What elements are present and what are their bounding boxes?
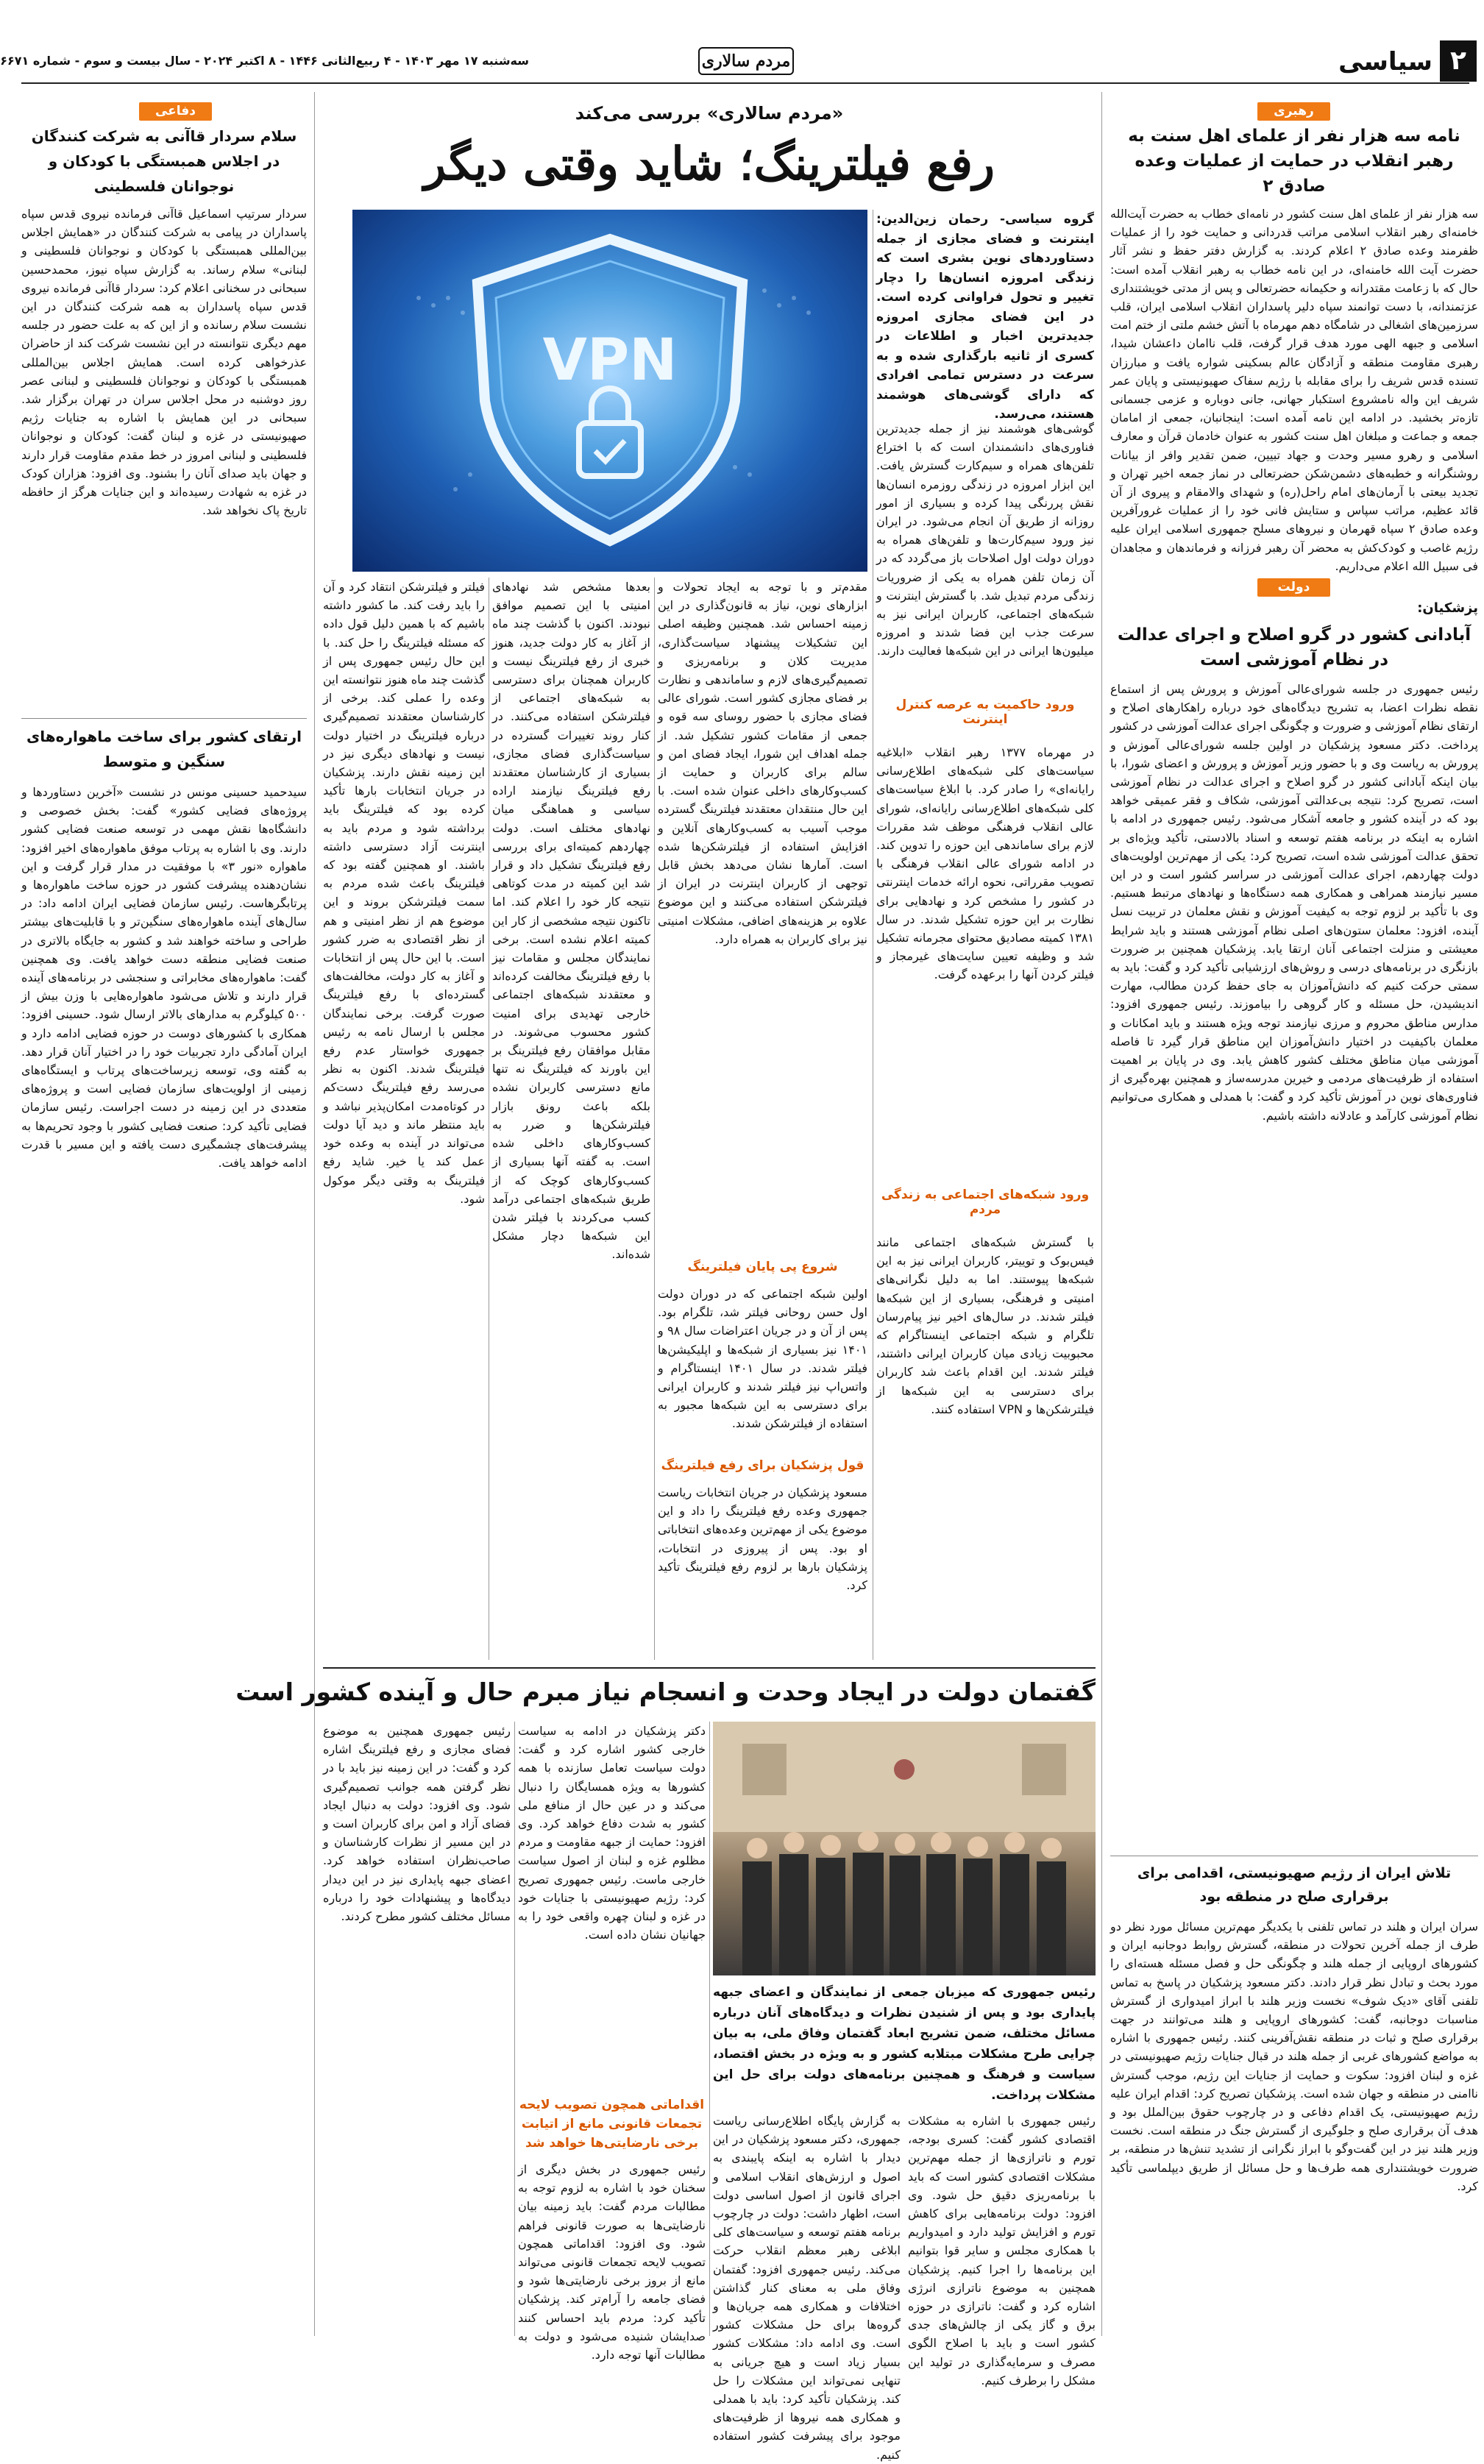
article-body: در مهرماه ۱۳۷۷ رهبر انقلاب «ابلاغیه سیاست‌های کلی شبکه‌های اطلاع‌رسانی رایانه‌ای» را صادر کرد. با ابلاغ سیاست‌های کلی شبکه‌های اطلاع‌رسانی رایانه‌ای، شورای عالی انقلاب فرهنگی موظف شد مقررات لازم برای ساماندهی این حوزه را تدوین کند. در ادامه شورای عالی انقلاب فرهنگی با تصویب مقرراتی، نحوه ارائه خدمات اینترنتی در کشور را مشخص کرد و نهادهایی برای نظارت بر این حوزه تشکیل شدند. در سال ۱۳۸۱ کمیته مصادیق محتوای مجرمانه تشکیل شد و وظیفه تعیین سایت‌های غیرمجاز و فیلتر کردن آنها را برعهده گرفت. [876,745,1095,982]
article-body: رئیس جمهوری با اشاره به مشکلات اقتصادی کشور گفت: کسری بودجه، تورم و ناترازی‌ها از جمله مهم‌ترین مشکلات اقتصادی کشور است که باید با برنامه‌ریزی دقیق حل شود. وی افزود: دولت برنامه‌هایی برای کاهش تورم و افزایش تولید دارد و امیدواریم با همکاری مجلس و سایر قوا بتوانیم این برنامه‌ها را اجرا کنیم. پزشکیان همچنین به موضوع ناترازی انرژی اشاره کرد و گفت: ناترازی در حوزه برق و گاز یکی از چالش‌های جدی کشور است و باید با اصلاح الگوی مصرف و سرمایه‌گذاری در تولید این مشکل را برطرف کنیم. [908,2114,1096,2387]
vpn-label: VPN [542,327,678,394]
category-tag: رهبری [1257,102,1330,121]
headline: ارتقای کشور برای ساخت ماهواره‌های سنگین و متوسط [26,728,302,770]
news-photo [713,1722,1096,1975]
lead-headline: رفع فیلترینگ؛ شاید وقتی دیگر [424,137,995,191]
article-body: دکتر پزشکیان در ادامه به سیاست خارجی کشور اشاره کرد و گفت: دولت سیاست تعامل سازنده با همه کشورها به ویژه همسایگان را دنبال می‌کند و در عین حال از منافع ملی کشور به شدت دفاع خواهد کرد. وی افزود: حمایت از جبهه مقاومت و مردم مظلوم غزه و لبنان از اصول سیاست خارجی ماست. رئیس جمهوری تصریح کرد: رژیم صهیونیستی با جنایات خود در غزه و لبنان چهره واقعی خود را به جهانیان نشان داده است. [518,1724,706,1942]
article-body: مقدم‌تر و با توجه به ایجاد تحولات و ابزارهای نوین، نیاز به قانون‌گذاری در این زمینه احساس شد. همچنین وظیفه اصلی این تشکیلات پیشنهاد سیاست‌گذاری، مدیریت کلان و برنامه‌ریزی و تصمیم‌گیری‌های لازم و ساماندهی و نظارت بر فضای مجازی کشور است. شورای عالی فضای مجازی با حضور روسای سه قوه و جمعی از مقامات کشور تشکیل شد. از جمله اهداف این شورا، ایجاد فضای امن و سالم برای کاربران و حمایت از کسب‌وکارهای داخلی عنوان شده است. با این حال منتقدان معتقدند فیلترینگ گسترده موجب آسیب به کسب‌وکارهای آنلاین و افزایش استفاده از فیلترشکن‌ها شده است. آمارها نشان می‌دهد بخش قابل توجهی از کاربران اینترنت در ایران از فیلترشکن استفاده می‌کنند و این موضوع علاوه بر هزینه‌های اضافی، مشکلات امنیتی نیز برای کاربران به همراه دارد. [658,580,867,946]
article-body: سران ایران و هلند در تماس تلفنی با یکدیگر مهم‌ترین مسائل مورد نظر دو طرف از جمله آخرین تحولات در منطقه، گسترش روابط دوجانبه ایران و کشورهای اروپایی از جمله هلند و چگونگی حل و فصل مسئله هسته‌ای را مورد بحث و تبادل نظر قرار دادند. دکتر مسعود پزشکیان در پاسخ به تماس تلفنی آقای «دیک شوف» نخست وزیر هلند با ابراز امیدواری از گسترش مناسبات دوجانبه، گفت: کشورهای اروپایی و هلند می‌توانند در جهت برقراری صلح و ثبات در منطقه نقش‌آفرینی کنند. رئیس جمهوری با اشاره به مواضع کشورهای غربی از جمله هلند در قبال جنایات رژیم صهیونیستی در غزه و لبنان افزود: سکوت و حمایت از جنایات این رژیم، موجب گسترش ناامنی در منطقه و جهان شده است. پزشکیان تصریح کرد: اقدام ایران علیه رژیم صهیونیستی، یک اقدام دفاعی و در چارچوب حقوق بین‌الملل بود و هدف آن برقراری صلح و جلوگیری از گسترش جنگ در منطقه است. نخست وزیر هلند نیز در این گفت‌وگو با ابراز نگرانی از تشدید تنش‌ها در منطقه، بر ضرورت خویشتنداری همه طرف‌ها و حل مسائل از طریق دیپلماسی تأکید کرد. [1110,1920,1478,2193]
article-body: رئیس جمهوری همچنین به موضوع فضای مجازی و رفع فیلترینگ اشاره کرد و گفت: در این زمینه نیز باید با در نظر گرفتن همه جوانب تصمیم‌گیری شود. وی افزود: دولت به دنبال ایجاد فضای آزاد و امن برای کاربران است و در این مسیر از نظرات کارشناسان و صاحب‌نظران استفاده خواهد کرد. اعضای جبهه پایداری نیز در این دیدار دیدگاه‌ها و پیشنهادات خود را درباره مسائل مختلف کشور مطرح کردند. [323,1724,511,1924]
article-body: مسعود پزشکیان در جریان انتخابات ریاست جمهوری وعده رفع فیلترینگ را داد و این موضوع یکی از مهم‌ترین وعده‌های انتخاباتی او بود. پس از پیروزی در انتخابات، پزشکیان بارها بر لزوم رفع فیلترینگ تأکید کرد. [658,1485,867,1593]
section-title: سیاسی [1338,47,1432,77]
page-number: ۲ [1440,40,1477,82]
article-body: سردار سرتیپ اسماعیل قاآنی فرمانده نیروی قدس سپاه پاسداران در پیامی به شرکت کنندگان در «همایش اجلاس بین‌المللی همبستگی با کودکان و نوجوانان فلسطینی و لبنانی» سلام رساند. به گزارش سپاه نیوز، محمدحسین سبحانی در سخنانی اعلام کرد: سردار قاآنی فرمانده نیروی قدس سپاه پاسداران به همه شرکت کنندگان در این نشست سلام رسانده و از این که به علت حضور در جلسه مهم دیگری نتوانسته در این نشست شرکت کند از حاضران عذرخواهی کرده است. همایش اجلاس بین‌المللی همبستگی با کودکان و نوجوانان فلسطینی و لبنانی عصر روز دوشنبه در محل اجلاس سران در تهران برگزار شد. سبحانی در این همایش با اشاره به جنایات رژیم صهیونیستی در غزه و لبنان گفت: کودکان و نوجوانان فلسطینی و لبنانی امروز در خط مقدم مقاومت قرار دارند و جهان باید صدای آنان را بشنود. وی افزود: هزاران کودک در غزه به شهادت رسیده‌اند و این جنایات هرگز از حافظه تاریخ پاک نخواهد شد. [21,207,307,518]
kicker: پزشکیان: [1417,600,1478,616]
article-body: اولین شبکه اجتماعی که در دوران دولت اول حسن روحانی فیلتر شد، تلگرام بود. پس از آن و در جریان اعتراضات سال ۹۸ و ۱۴۰۱ نیز بسیاری از شبکه‌ها و اپلیکیشن‌ها فیلتر شدند. در سال ۱۴۰۱ اینستاگرام و واتس‌اپ نیز فیلتر شدند و کاربران ایرانی برای دسترسی به این شبکه‌ها مجبور به استفاده از فیلترشکن شدند. [658,1287,867,1431]
subheading: اقداماتی همچون تصویب لایحه تجمعات قانونی مانع از اتیابت برخی نارضایتی‌ها خواهد شد [519,2098,705,2151]
article-body: سیدحمید حسینی مونس در نشست «آخرین دستاوردها و پروژه‌های فضایی کشور» گفت: بخش خصوصی و دانشگاه‌ها نقش مهمی در توسعه صنعت فضایی کشور دارند. وی با اشاره به پرتاب موفق ماهواره‌های اخیر افزود: ماهواره «نور ۳» با موفقیت در مدار قرار گرفت و این نشان‌دهنده پیشرفت کشور در حوزه ساخت ماهواره‌ها و پرتابگرهاست. رئیس سازمان فضایی ایران ادامه داد: در سال‌های آینده ماهواره‌های سنگین‌تر و با قابلیت‌های بیشتر طراحی و ساخته خواهند شد و کشور به جایگاه بالاتری در صنعت فضایی منطقه دست خواهد یافت. وی همچنین گفت: ماهواره‌های مخابراتی و سنجشی در برنامه‌های آینده قرار دارند و تلاش می‌شود ماهواره‌هایی با وزن بیش از ۵۰۰ کیلوگرم به مدارهای بالاتر ارسال شود. حسینی افزود: همکاری با کشورهای دوست در حوزه فضایی ادامه دارد و ایران آمادگی دارد تجربیات خود را در اختیار آنان قرار دهد. به گفته وی، توسعه زیرساخت‌های پرتاب و ایستگاه‌های زمینی از اولویت‌های سازمان فضایی است و پروژه‌های متعددی در این زمینه در دست اجراست. رئیس سازمان فضایی تأکید کرد: صنعت فضایی کشور با وجود تحریم‌ها به پیشرفت‌های چشمگیری دست یافته و این مسیر با قدرت ادامه خواهد یافت. [21,785,308,1171]
article-body: بعدها مشخص شد نهادهای امنیتی با این تصمیم موافق نبودند. اکنون با گذشت چند ماه از آغاز به کار دولت جدید، هنوز خبری از رفع فیلترینگ نیست و کاربران همچنان برای دسترسی به شبکه‌های اجتماعی از فیلترشکن استفاده می‌کنند. در کنار روند تغییرات گسترده در سیاست‌گذاری فضای مجازی، بسیاری از کارشناسان معتقدند رفع فیلترینگ نیازمند اراده سیاسی و هماهنگی میان نهادهای مختلف است. دولت چهاردهم کمیته‌ای برای بررسی رفع فیلترینگ تشکیل داد و قرار شد این کمیته در مدت کوتاهی نتیجه کار خود را اعلام کند. اما تاکنون نتیجه مشخصی از کار این کمیته اعلام نشده است. برخی نمایندگان مجلس و مقامات نیز با رفع فیلترینگ مخالفت کرده‌اند و معتقدند شبکه‌های اجتماعی خارجی تهدیدی برای امنیت کشور محسوب می‌شوند. در مقابل موافقان رفع فیلترینگ بر این باورند که فیلترینگ نه تنها مانع دسترسی کاربران نشده بلکه باعث رونق بازار فیلترشکن‌ها و ضرر به کسب‌وکارهای داخلی شده است. به گفته آنها بسیاری از کسب‌وکارهای کوچک که از طریق شبکه‌های اجتماعی درآمد کسب می‌کردند با فیلتر شدن این شبکه‌ها دچار مشکل شده‌اند. [492,580,650,1262]
category-tag: دولت [1257,578,1330,597]
photo-caption: رئیس جمهوری که میزبان جمعی از نمایندگان و اعضای جبهه پایداری بود و پس از شنیدن نظرات و دیدگاه‌های آنان درباره مسائل مختلف، ضمن تشریح ابعاد گفتمان وفاق ملی، به بیان چرایی طرح مشکلات مبتلابه کشور و به ویژه در بخش اقتصاد، سیاست و فرهنگ و همچنین برنامه‌های دولت برای حل این مشکلات پرداخت. [713,1985,1096,2103]
newspaper-logo: مردم سالاری [698,47,794,75]
category-tag: دفاعی [139,102,212,121]
subheading: ورود حاکمیت به عرصه کنترل اینترنت [895,697,1075,727]
article-body: با گسترش شبکه‌های اجتماعی مانند فیس‌بوک و توییتر، کاربران ایرانی نیز به این شبکه‌ها پیوستند. اما به دلیل نگرانی‌های امنیتی و فرهنگی، بسیاری از این شبکه‌ها فیلتر شدند. در سال‌های اخیر نیز پیام‌رسان تلگرام و شبکه اجتماعی اینستاگرام که محبوبیت زیادی میان کاربران ایرانی داشتند، فیلتر شدند. این اقدام باعث شد کاربران برای دسترسی به این شبکه‌ها از فیلترشکن‌ها و VPN استفاده کنند. [876,1235,1094,1416]
lead-kicker: «مردم سالاری» بررسی می‌کند [575,103,844,124]
headline: نامه سه هزار نفر از علمای اهل سنت به رهبر انقلاب در حمایت از عملیات وعده صادق ۲ [1128,127,1460,196]
headline: آبادانی کشور در گرو اصلاح و اجرای عدالت در نظام آموزشی است [1117,625,1471,670]
article-body: سه هزار نفر از علمای اهل سنت کشور در نامه‌ای خطاب به حضرت آیت‌الله خامنه‌ای رهبر انقلاب اسلامی مراتب قدردانی و حمایت خود را از عملیات ظفرمند وعده صادق ۲ اعلام کردند. به گزارش دفتر حفظ و نشر آثار حضرت آیت الله خامنه‌ای، در این نامه خطاب به رهبر انقلاب آمده است: حال که با زعامت مقتدرانه و حکیمانه حضرتعالی و پس از مدتی خویشتنداری عزتمندانه، با دست توانمند سپاه دلیر پاسداران انقلاب اسلامی ایران، قلب سرزمین‌های اشغالی در شامگاه دهم مهرماه با آتش خشم ملتی از ختم امت اسلامی و جبهه الهی مورد هدف قرار گرفت، قلب ناامان داعشان شیدا، رهبری مقاومت منطقه و آزادگان عالم بسکینی شواره یافت و مبارزان تسنده قدس شریف را برای مقابله با رژیم سفاک صهیونیستی و پایان عمر شریف این واله نامشروع استکبار جهانی، جانی دوباره و عزمی جسمانی تازه‌تر بخشید. در ادامه این نامه آمده است: اینجانبان، جمعی از امامان جمعه و جماعت و مبلغان اهل سنت کشور به عنوان خادمان قرآن و معارف اسلامی و رهرو مسیر وحدت و جهاد تبیین، ضمن تقدیر وافر از بیانات روشنگرانه و خطبه‌های دشمن‌شکن حضرتعالی در نماز جمعه اخیر تهران و تجدید بیعتی با آرمان‌های امام راحل(ره) و شهدای والامقام و پیروی از آن قائد عظیم، مراتب سپاس و ستایش فانی خود را از عملیات غرورآفرین وعده صادق ۲ سپاه قهرمان و نیروهای مسلح جمهوری اسلامی ایران علیه رژیم غاصب و کودک‌کش به محضر آن رهبر فرزانه و فرماندهان و مجاهدان فی سبیل الله اعلام می‌داریم. [1110,207,1479,573]
dateline: سه‌شنبه ۱۷ مهر ۱۴۰۳ - ۴ ربیع‌الثانی ۱۴۴۶ - ۸ اکتبر ۲۰۲۴ - سال بیست و سوم - شماره ۶۶۷۱ [0,54,529,68]
lead-intro: گروه سیاسی- رحمان زین‌الدین: اینترنت و فضای مجازی از جمله دستاوردهای نوین بشری است که زندگی امروزه انسان‌ها را دچار تغییر و تحول فراوانی کرده است. در این فضای مجازی امروزه جدیدترین اخبار و اطلاعات در کسری از ثانیه بارگذاری شده و به سرعت در دسترس تمامی افرادی که دارای گوشی‌های هوشمند هستند، می‌رسد. [876,212,1094,422]
vpn-illustration [352,210,867,572]
article-body: رئیس جمهوری در جلسه شورای‌عالی آموزش و پرورش پس از استماع نقطه نظرات اعضا، به تشریح دیدگاه‌های خود درباره راهکارهای اصلاح و ارتقای نظام آموزشی و ضرورت و چگونگی اجرای عدالت آموزشی در کشور پرداخت. دکتر مسعود پزشکیان در اولین جلسه شورای‌عالی آموزش و پرورش به ریاست وی و با حضور وزیر آموزش و پرورش و اعضای شورا، با بیان اینکه آبادانی کشور در گرو اصلاح و اجرای عدالت در نظام آموزشی است، تصریح کرد: نتیجه بی‌عدالتی آموزشی، شکاف و فقر عمیقی خواهد بود که در آینده کشور و جامعه آشکار می‌شود. رئیس جمهوری در ادامه با اشاره به اینکه در برنامه هفتم توسعه و اسناد بالادستی، تأکید ویژه‌ای بر تحقق عدالت آموزشی شده است، تصریح کرد: یکی از مهم‌ترین اولویت‌های دولت چهاردهم، اجرای عدالت آموزشی در سراسر کشور است و در این مسیر نیازمند همراهی و همکاری همه دستگاه‌ها و نهادهای مرتبط هستیم. وی با تأکید بر لزوم توجه به کیفیت آموزش و نقش معلمان در تربیت نسل آینده، افزود: معلمان ستون‌های اصلی نظام آموزشی هستند و باید شرایط معیشتی و منزلت اجتماعی آنان ارتقا یابد. پزشکیان همچنین بر ضرورت بازنگری در برنامه‌های درسی و روش‌های ارزشیابی تأکید کرد و گفت: باید به سمتی حرکت کنیم که دانش‌آموزان به جای حفظ کردن مطالب، مهارت اندیشیدن، حل مسئله و کار گروهی را بیاموزند. رئیس جمهوری افزود: مدارس مناطق محروم و مرزی نیازمند توجه ویژه هستند و باید امکانات و معلمان باکیفیت در اختیار دانش‌آموزان این مناطق قرار گیرد تا فاصله آموزشی میان مناطق مختلف کشور کاهش یابد. وی در پایان بر اهمیت استفاده از ظرفیت‌های مردمی و خیرین مدرسه‌ساز و همچنین بهره‌گیری از فناوری‌های نوین در آموزش تأکید کرد و گفت: با همدلی و همکاری می‌توانیم نظام آموزشی کارآمد و عادلانه داشته باشیم. [1110,682,1478,1123]
article-body: رئیس جمهوری در بخش دیگری از سخنان خود با اشاره به لزوم توجه به مطالبات مردم گفت: باید زمینه بیان نارضایتی‌ها به صورت قانونی فراهم شود. وی افزود: اقداماتی همچون تصویب لایحه تجمعات قانونی می‌تواند مانع از بروز برخی نارضایتی‌ها شود و فضای جامعه را آرام‌تر کند. پزشکیان تأکید کرد: مردم باید احساس کنند صدایشان شنیده می‌شود و دولت به مطالبات آنها توجه دارد. [518,2162,706,2362]
subheading: ورود شبکه‌های اجتماعی به زندگی مردم [881,1187,1090,1217]
article-body: گوشی‌های هوشمند نیز از جمله جدیدترین فناوری‌های دانشمندان است که با اختراع تلفن‌های همراه و سیم‌کارت گسترش یافت. این ابزار امروزه در زندگی روزمره انسان‌ها نقش پررنگی پیدا کرده و بسیاری از امور روزانه از طریق آن انجام می‌شود. در ایران نیز ورود سیم‌کارت‌ها و تلفن‌های همراه به دوران دولت اول اصلاحات باز می‌گردد که در آن زمان تلفن همراه به یکی از ضروریات زندگی مردم تبدیل شد. با گسترش اینترنت و شبکه‌های اجتماعی، کاربران ایرانی نیز به سرعت جذب این فضا شدند و امروزه میلیون‌ها ایرانی در این شبکه‌ها فعالیت دارند. [876,422,1094,658]
article-body: به گزارش پایگاه اطلاع‌رسانی ریاست جمهوری، دکتر مسعود پزشکیان در این دیدار با اشاره به اینکه پایبندی به اصول و ارزش‌های انقلاب اسلامی و اجرای قانون از اصول اساسی دولت است، اظهار داشت: دولت در چارچوب برنامه هفتم توسعه و سیاست‌های کلی ابلاغی رهبر معظم انقلاب حرکت می‌کند. رئیس جمهوری افزود: گفتمان وفاق ملی به معنای کنار گذاشتن اختلافات و همکاری همه جریان‌ها و گروه‌ها برای حل مشکلات کشور است. وی ادامه داد: مشکلات کشور بسیار زیاد است و هیچ جریانی به تنهایی نمی‌تواند این مشکلات را حل کند. پزشکیان تأکید کرد: باید با همدلی و همکاری همه نیروها از ظرفیت‌های موجود برای پیشرفت کشور استفاده کنیم. [713,2114,901,2462]
headline: تلاش ایران از رژیم صهیونیستی، اقدامی برای برقراری صلح در منطقه بود [1137,1865,1452,1905]
subheading: قول پزشکیان برای رفع فیلترینگ [661,1458,865,1473]
article-body: فیلتر و فیلترشکن انتقاد کرد و آن را باید رفت کند. ما کشور داشته باشیم که با همین دلیل قول داده که مسئله فیلترینگ را حل کند. با این حال رئیس جمهوری پس از گذشت چند ماه هنوز نتوانسته این وعده را عملی کند. برخی از کارشناسان معتقدند تصمیم‌گیری درباره فیلترینگ در اختیار دولت نیست و نهادهای دیگری نیز در این زمینه نقش دارند. پزشکیان در جریان انتخابات بارها تأکید کرده بود که فیلترینگ باید برداشته شود و مردم باید به اینترنت آزاد دسترسی داشته باشند. او همچنین گفته بود که فیلترینگ باعث شده مردم به سمت فیلترشکن بروند و این موضوع هم از نظر امنیتی و هم از نظر اقتصادی به ضرر کشور است. با این حال پس از انتخابات و آغاز به کار دولت، مخالفت‌های گسترده‌ای با رفع فیلترینگ صورت گرفت. برخی نمایندگان مجلس با ارسال نامه به رئیس جمهوری خواستار عدم رفع فیلترینگ شدند. اکنون به نظر می‌رسد رفع فیلترینگ دست‌کم در کوتاه‌مدت امکان‌پذیر نباشد و باید منتظر ماند و دید آیا دولت می‌تواند در آینده به وعده خود عمل کند یا خیر. شاید رفع فیلترینگ به وقتی دیگر موکول شود. [323,580,485,1206]
subheading: شروع پی پایان فیلترینگ [687,1260,838,1274]
padlock-icon [579,423,641,476]
bottom-headline: گفتمان دولت در ایجاد وحدت و انسجام نیاز مبرم حال و آینده کشور است [235,1677,1096,1706]
headline: سلام سردار قاآنی به شرکت کنندگان در اجلاس همبستگی با کودکان و نوجوانان فلسطینی [31,127,297,195]
group-photo-icon [713,1722,1096,1975]
